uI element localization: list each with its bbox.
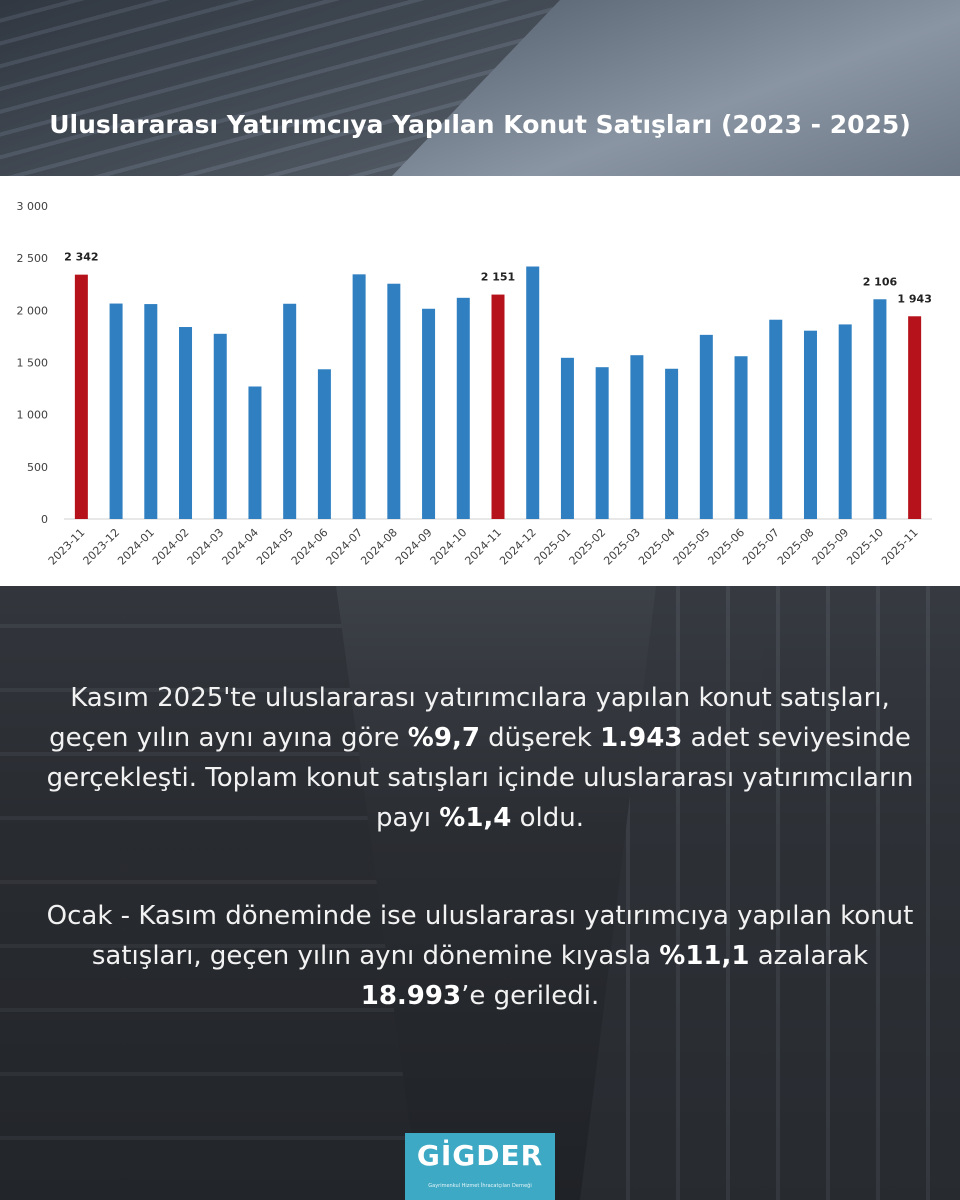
bar: [110, 304, 123, 519]
building-photo: [0, 0, 560, 176]
x-tick-label: 2025-07: [740, 525, 782, 568]
bar: [735, 356, 748, 519]
bar: [75, 275, 88, 519]
x-tick-label: 2024-06: [288, 525, 331, 568]
para2-text-3: ’e geriledi.: [461, 981, 600, 1011]
header-background: [0, 0, 960, 176]
bar: [630, 355, 643, 519]
bar: [248, 386, 261, 519]
x-tick-label: 2024-04: [219, 525, 262, 568]
bar: [179, 327, 192, 519]
para1-text-3: adet seviyesinde gerçekleşti. Toplam konut satışları içinde uluslararası yatırımcıların payı: [46, 723, 914, 833]
data-label: 1 943: [897, 292, 932, 306]
para2-bold-total: 18.993: [360, 981, 462, 1011]
x-tick-label: 2025-03: [601, 525, 644, 568]
bar: [908, 316, 921, 519]
x-tick-label: 2025-06: [705, 525, 748, 568]
x-tick-label: 2024-01: [115, 525, 157, 568]
x-tick-label: 2025-04: [636, 525, 678, 568]
bar: [457, 298, 470, 519]
y-tick-label: 1 000: [16, 408, 48, 422]
x-tick-label: 2023-12: [80, 525, 123, 568]
bar: [873, 299, 886, 519]
bar-chart: [0, 176, 960, 586]
y-tick-label: 1 500: [16, 356, 48, 370]
data-label: 2 106: [862, 275, 898, 289]
x-tick-label: 2025-11: [879, 525, 921, 568]
x-tick-label: 2025-08: [774, 525, 817, 568]
para1-bold-share: %1,4: [439, 803, 512, 833]
logo-name: GİGDER: [416, 1139, 544, 1172]
bar: [283, 304, 296, 519]
x-tick-label: 2024-05: [254, 525, 296, 568]
y-tick-label: 3 000: [16, 200, 48, 213]
bar: [492, 295, 505, 519]
para2-text-1: Ocak - Kasım döneminde ise uluslararası yatırımcıya yapılan konut satışları, geçen yılın aynı dönemine kıyasla: [46, 901, 914, 971]
x-tick-label: 2024-03: [184, 525, 227, 568]
summary-paragraph-cumulative: [30, 896, 930, 1016]
page-title: Uluslararası Yatırımcıya Yapılan Konut Satışları (2023 - 2025): [49, 110, 911, 139]
x-tick-label: 2025-02: [566, 525, 609, 568]
bar: [144, 304, 157, 519]
x-tick-label: 2024-10: [427, 525, 470, 568]
para1-text-1: Kasım 2025'te uluslararası yatırımcılara yapılan konut satışları, geçen yılın aynı ayına göre: [49, 683, 890, 753]
para1-bold-percent: %9,7: [407, 723, 480, 753]
para1-text-2: düşerek: [479, 723, 601, 753]
para2-text-2: azalarak: [749, 941, 869, 971]
bar: [214, 334, 227, 519]
logo-subtitle: Gayrimenkul Hizmet İhracatçıları Derneği: [428, 1183, 532, 1189]
bar: [596, 367, 609, 519]
bar: [387, 284, 400, 519]
chart-panel: [0, 176, 960, 586]
bar: [804, 331, 817, 519]
x-tick-label: 2024-02: [149, 525, 192, 568]
x-tick-label: 2025-10: [844, 525, 887, 568]
para1-text-4: oldu.: [511, 803, 585, 833]
x-tick-label: 2024-11: [462, 525, 505, 568]
x-tick-label: 2024-08: [358, 525, 400, 568]
x-tick-label: 2025-01: [531, 525, 574, 568]
data-label: 2 342: [64, 250, 99, 264]
y-tick-label: 500: [27, 460, 48, 474]
x-tick-label: 2024-09: [392, 525, 435, 568]
x-tick-label: 2025-05: [670, 525, 713, 568]
bar: [561, 358, 574, 519]
y-tick-label: 0: [41, 513, 48, 526]
bar: [353, 274, 366, 519]
bar: [769, 320, 782, 519]
bar: [422, 309, 435, 519]
bar: [318, 369, 331, 519]
y-tick-label: 2 500: [16, 252, 48, 266]
bar: [526, 267, 539, 519]
x-tick-label: 2025-09: [809, 525, 852, 568]
summary-paragraph-monthly: [30, 678, 930, 838]
bar: [665, 369, 678, 519]
x-tick-label: 2024-12: [497, 525, 539, 568]
x-tick-label: 2024-07: [323, 525, 366, 568]
para2-bold-percent: %11,1: [659, 941, 750, 971]
para1-bold-count: 1.943: [600, 723, 683, 753]
bar: [700, 335, 713, 519]
bar: [839, 324, 852, 519]
y-tick-label: 2 000: [16, 304, 48, 318]
gigder-logo: [405, 1133, 555, 1200]
data-label: 2 151: [480, 270, 516, 284]
x-tick-label: 2023-11: [45, 525, 88, 568]
